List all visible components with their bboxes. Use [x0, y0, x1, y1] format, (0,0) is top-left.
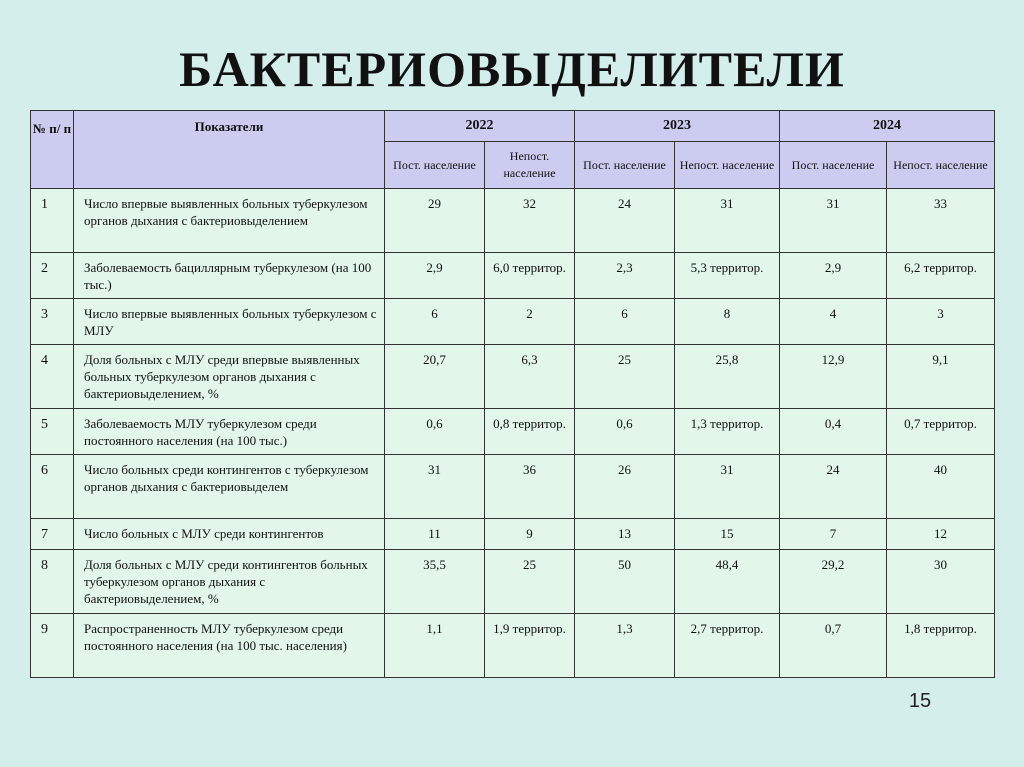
cell-value: 9,1	[887, 345, 995, 409]
page-number: 15	[908, 690, 932, 712]
cell-value: 12,9	[780, 345, 887, 409]
row-number: 6	[31, 455, 74, 519]
cell-value: 6	[575, 299, 675, 345]
cell-value: 2	[485, 299, 575, 345]
row-number: 3	[31, 299, 74, 345]
header-year-2022: 2022	[385, 111, 575, 142]
header-sub-nonpermanent: Непост. население	[485, 142, 575, 189]
cell-value: 1,3	[575, 614, 675, 678]
header-sub-nonpermanent: Непост. население	[675, 142, 780, 189]
cell-value: 0,7 территор.	[887, 409, 995, 455]
cell-value: 48,4	[675, 550, 780, 614]
header-year-2023: 2023	[575, 111, 780, 142]
cell-value: 24	[575, 189, 675, 253]
cell-value: 1,3 территор.	[675, 409, 780, 455]
table-row	[31, 253, 995, 299]
header-sub-permanent: Пост. население	[575, 142, 675, 189]
cell-value: 24	[780, 455, 887, 519]
cell-value: 3	[887, 299, 995, 345]
table-row	[31, 455, 995, 519]
cell-value: 6,3	[485, 345, 575, 409]
cell-value: 0,6	[575, 409, 675, 455]
cell-value: 6,0 территор.	[485, 253, 575, 299]
cell-value: 5,3 территор.	[675, 253, 780, 299]
table-row	[31, 409, 995, 455]
cell-value: 2,9	[780, 253, 887, 299]
row-label: Доля больных с МЛУ среди контингентов больных туберкулезом органов дыхания с бактериовыделением, %	[74, 550, 385, 614]
cell-value: 25,8	[675, 345, 780, 409]
cell-value: 7	[780, 519, 887, 550]
row-label: Заболеваемость МЛУ туберкулезом среди постоянного населения (на 100 тыс.)	[74, 409, 385, 455]
row-number: 1	[31, 189, 74, 253]
table-row	[31, 550, 995, 614]
row-number: 7	[31, 519, 74, 550]
cell-value: 0,7	[780, 614, 887, 678]
data-table	[30, 110, 995, 678]
cell-value: 1,1	[385, 614, 485, 678]
cell-value: 1,8 территор.	[887, 614, 995, 678]
cell-value: 32	[485, 189, 575, 253]
header-num: № п/ п	[31, 111, 74, 189]
row-label: Распространенность МЛУ туберкулезом среди постоянного населения (на 100 тыс. населения)	[74, 614, 385, 678]
cell-value: 50	[575, 550, 675, 614]
cell-value: 12	[887, 519, 995, 550]
cell-value: 26	[575, 455, 675, 519]
cell-value: 35,5	[385, 550, 485, 614]
cell-value: 31	[780, 189, 887, 253]
cell-value: 31	[675, 455, 780, 519]
cell-value: 9	[485, 519, 575, 550]
table-row	[31, 614, 995, 678]
cell-value: 29,2	[780, 550, 887, 614]
header-year-2024: 2024	[780, 111, 995, 142]
table-row	[31, 189, 995, 253]
cell-value: 15	[675, 519, 780, 550]
cell-value: 30	[887, 550, 995, 614]
row-number: 4	[31, 345, 74, 409]
row-number: 2	[31, 253, 74, 299]
row-label: Заболеваемость бациллярным туберкулезом (на 100 тыс.)	[74, 253, 385, 299]
cell-value: 2,9	[385, 253, 485, 299]
table-row	[31, 519, 995, 550]
cell-value: 20,7	[385, 345, 485, 409]
cell-value: 31	[675, 189, 780, 253]
cell-value: 2,3	[575, 253, 675, 299]
cell-value: 1,9 территор.	[485, 614, 575, 678]
cell-value: 6,2 территор.	[887, 253, 995, 299]
cell-value: 36	[485, 455, 575, 519]
row-label: Число впервые выявленных больных туберкулезом органов дыхания с бактериовыделением	[74, 189, 385, 253]
row-label: Число впервые выявленных больных туберкулезом с МЛУ	[74, 299, 385, 345]
cell-value: 8	[675, 299, 780, 345]
cell-value: 0,4	[780, 409, 887, 455]
table-row	[31, 345, 995, 409]
cell-value: 29	[385, 189, 485, 253]
cell-value: 31	[385, 455, 485, 519]
cell-value: 6	[385, 299, 485, 345]
cell-value: 25	[575, 345, 675, 409]
cell-value: 0,6	[385, 409, 485, 455]
row-number: 8	[31, 550, 74, 614]
cell-value: 11	[385, 519, 485, 550]
header-sub-permanent: Пост. население	[780, 142, 887, 189]
cell-value: 40	[887, 455, 995, 519]
cell-value: 33	[887, 189, 995, 253]
row-number: 9	[31, 614, 74, 678]
header-indicator: Показатели	[74, 111, 385, 189]
header-sub-permanent: Пост. население	[385, 142, 485, 189]
row-label: Число больных среди контингентов с туберкулезом органов дыхания с бактериовыделем	[74, 455, 385, 519]
cell-value: 25	[485, 550, 575, 614]
header-sub-nonpermanent: Непост. население	[887, 142, 995, 189]
cell-value: 0,8 территор.	[485, 409, 575, 455]
row-label: Доля больных с МЛУ среди впервые выявленных больных туберкулезом органов дыхания с бактериовыделением, %	[74, 345, 385, 409]
row-number: 5	[31, 409, 74, 455]
cell-value: 13	[575, 519, 675, 550]
table-row	[31, 299, 995, 345]
cell-value: 4	[780, 299, 887, 345]
cell-value: 2,7 территор.	[675, 614, 780, 678]
page-title: БАКТЕРИОВЫДЕЛИТЕЛИ	[179, 41, 845, 97]
row-label: Число больных с МЛУ среди контингентов	[74, 519, 385, 550]
